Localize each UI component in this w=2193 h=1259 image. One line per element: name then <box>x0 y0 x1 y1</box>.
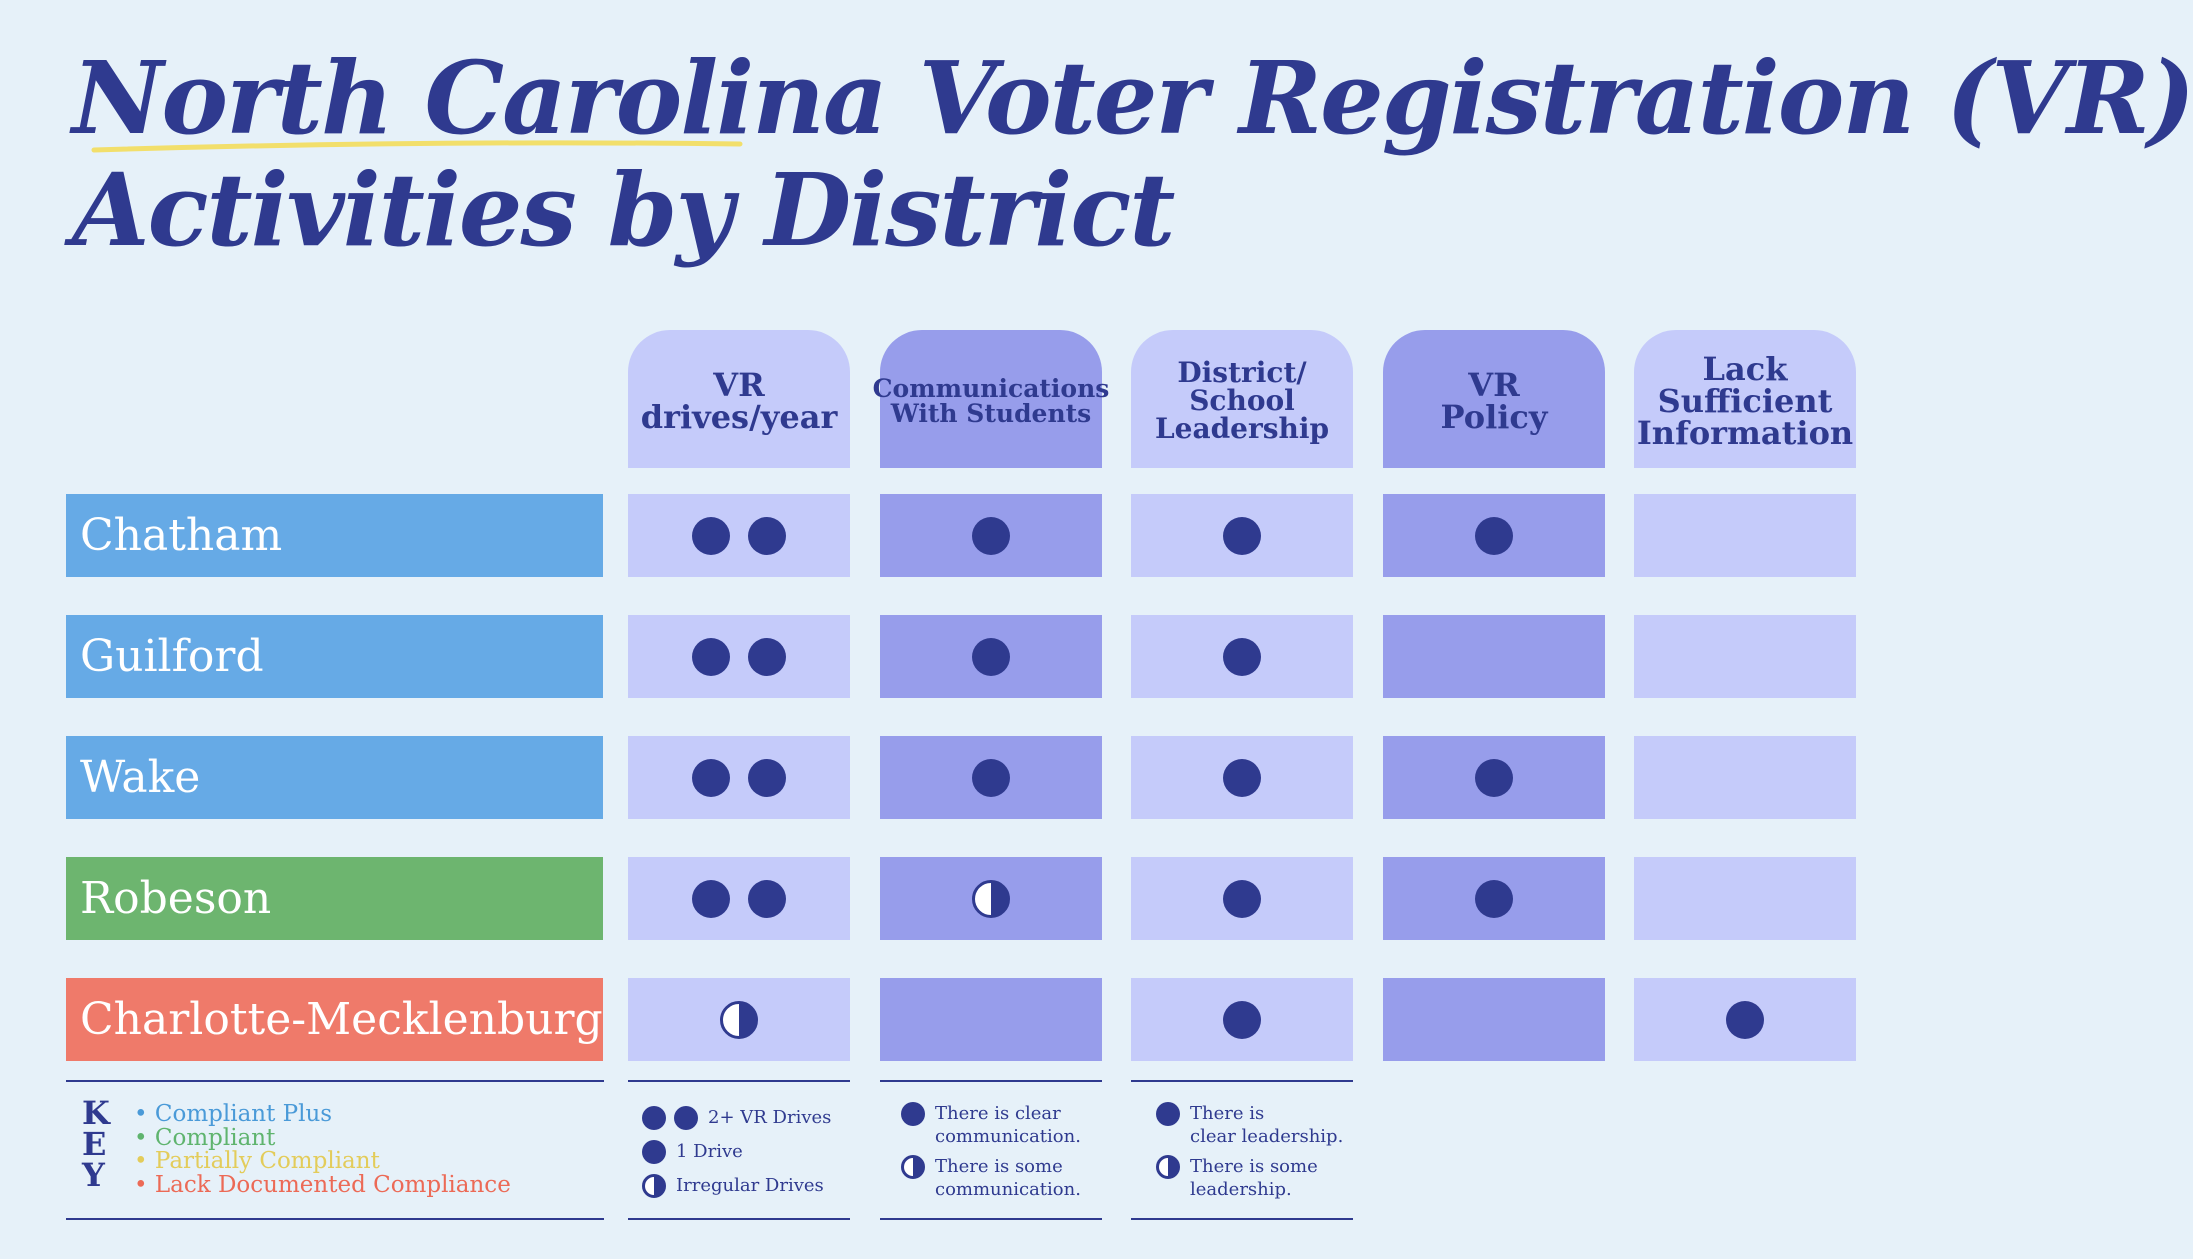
legend-symbol-label: There is some leadership. <box>1190 1156 1318 1200</box>
table-cell <box>880 494 1102 577</box>
key-divider-line <box>628 1218 850 1220</box>
legend-status-item: • Compliant Plus <box>134 1101 333 1127</box>
filled-circle-icon <box>1475 759 1513 797</box>
legend-symbol-item <box>642 1174 824 1198</box>
filled-circle-icon <box>901 1102 925 1126</box>
filled-circle-icon <box>748 638 786 676</box>
legend-symbol <box>1156 1155 1180 1179</box>
filled-circle-icon <box>692 759 730 797</box>
legend-symbol <box>901 1155 925 1179</box>
half-circle-icon <box>1156 1155 1180 1179</box>
legend-symbol-label: There is clear leadership. <box>1190 1103 1344 1147</box>
column-header: Communications With Students <box>880 330 1102 468</box>
filled-circle-icon <box>1223 638 1261 676</box>
legend-symbol <box>642 1106 698 1130</box>
title-line-1: North Carolina Voter Registration (VR) <box>72 39 2193 157</box>
filled-circle-icon <box>642 1140 666 1164</box>
filled-circle-icon <box>1223 1001 1261 1039</box>
column-header: VR drives/year <box>628 330 850 468</box>
filled-circle-icon <box>748 880 786 918</box>
table-cell <box>880 978 1102 1061</box>
column-header: District/ School Leadership <box>1131 330 1353 468</box>
legend-symbol-label: There is some communication. <box>935 1156 1081 1200</box>
table-cell <box>1383 494 1605 577</box>
district-label: Guilford <box>66 615 603 698</box>
legend-status-item: • Partially Compliant <box>134 1148 380 1174</box>
table-cell <box>1131 978 1353 1061</box>
table-cell <box>1383 978 1605 1061</box>
column-header: VR Policy <box>1383 330 1605 468</box>
table-cell <box>628 494 850 577</box>
table-cell <box>1131 615 1353 698</box>
table-cell <box>1383 615 1605 698</box>
filled-circle-icon <box>674 1106 698 1130</box>
filled-circle-icon <box>748 759 786 797</box>
filled-circle-icon <box>692 638 730 676</box>
legend-symbol-item <box>1156 1155 1318 1201</box>
table-cell <box>1383 736 1605 819</box>
table-cell <box>1634 615 1856 698</box>
legend-symbol <box>901 1102 925 1126</box>
table-cell <box>628 615 850 698</box>
column-header: Lack Sufficient Information <box>1634 330 1856 468</box>
table-cell <box>1131 494 1353 577</box>
filled-circle-icon <box>692 517 730 555</box>
key-letter: E <box>82 1125 107 1163</box>
legend-symbol <box>642 1174 666 1198</box>
table-cell <box>1634 494 1856 577</box>
half-circle-icon <box>720 1001 758 1039</box>
filled-circle-icon <box>1223 880 1261 918</box>
district-label: Wake <box>66 736 603 819</box>
filled-circle-icon <box>1223 517 1261 555</box>
legend-symbol-item <box>901 1155 1081 1201</box>
table-cell <box>1634 857 1856 940</box>
legend-symbol-label: Irregular Drives <box>676 1175 824 1196</box>
key-divider-line <box>1131 1080 1353 1082</box>
district-label: Robeson <box>66 857 603 940</box>
filled-circle-icon <box>1223 759 1261 797</box>
table-cell <box>1634 978 1856 1061</box>
half-circle-icon <box>901 1155 925 1179</box>
filled-circle-icon <box>642 1106 666 1130</box>
filled-circle-icon <box>692 880 730 918</box>
legend-status-item: • Lack Documented Compliance <box>134 1171 511 1198</box>
table-cell <box>1131 736 1353 819</box>
table-cell <box>880 615 1102 698</box>
legend-symbol-label: 2+ VR Drives <box>708 1107 832 1128</box>
legend-status-item: • Compliant <box>134 1124 276 1151</box>
table-cell <box>880 857 1102 940</box>
table-cell <box>1634 736 1856 819</box>
filled-circle-icon <box>748 517 786 555</box>
district-label: Charlotte-Mecklenburg <box>66 978 603 1061</box>
legend-symbol <box>1156 1102 1180 1126</box>
legend-symbol-label: 1 Drive <box>676 1141 743 1162</box>
legend-symbol-label: There is clear communication. <box>935 1103 1081 1147</box>
filled-circle-icon <box>1156 1102 1180 1126</box>
legend-symbol-item <box>901 1102 1081 1148</box>
legend-symbol-item <box>642 1106 831 1130</box>
filled-circle-icon <box>972 759 1010 797</box>
key-divider-line <box>628 1080 850 1082</box>
table-cell <box>628 857 850 940</box>
table-cell <box>1383 857 1605 940</box>
half-circle-icon <box>972 880 1010 918</box>
key-divider-line <box>880 1080 1102 1082</box>
district-label: Chatham <box>66 494 603 577</box>
key-divider-line <box>66 1080 604 1082</box>
key-divider-line <box>1131 1218 1353 1220</box>
legend-symbol <box>642 1140 666 1164</box>
title-underline-decoration <box>92 138 742 156</box>
key-divider-line <box>66 1218 604 1220</box>
filled-circle-icon <box>1475 880 1513 918</box>
legend-symbol-item <box>642 1140 743 1164</box>
table-cell <box>628 978 850 1061</box>
filled-circle-icon <box>972 517 1010 555</box>
key-letter: Y <box>82 1156 105 1194</box>
table-cell <box>628 736 850 819</box>
table-cell <box>880 736 1102 819</box>
filled-circle-icon <box>1475 517 1513 555</box>
underline-stroke <box>94 143 740 150</box>
key-divider-line <box>880 1218 1102 1220</box>
legend-symbol-item <box>1156 1102 1343 1148</box>
filled-circle-icon <box>972 638 1010 676</box>
table-cell <box>1131 857 1353 940</box>
key-letter: K <box>82 1094 110 1132</box>
filled-circle-icon <box>1726 1001 1764 1039</box>
title-line-2: Activities by District <box>72 151 1174 269</box>
half-circle-icon <box>642 1174 666 1198</box>
